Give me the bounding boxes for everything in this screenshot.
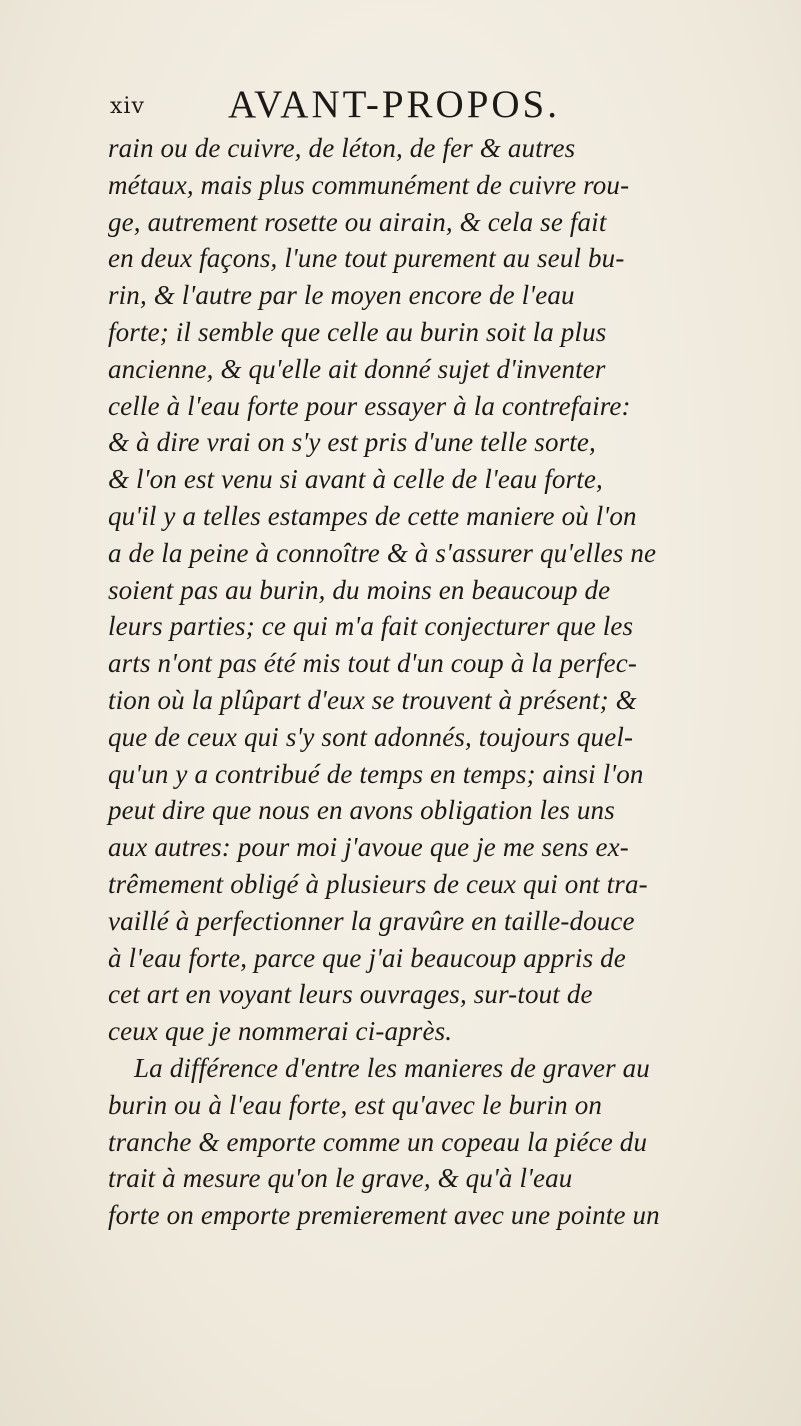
text-line: métaux, mais plus communément de cuivre rou- [108, 169, 630, 200]
text-line: rain ou de cuivre, de léton, de fer & autres [108, 133, 576, 163]
text-line: trêmement obligé à plusieurs de ceux qui ont tra- [108, 868, 648, 899]
body-text [108, 130, 768, 1234]
page-header [108, 82, 748, 128]
text-line: a de la peine à connoître & à s'assurer qu'elles ne [108, 537, 657, 568]
text-line: qu'un y a contribué de temps en temps; ainsi l'on [108, 758, 644, 789]
text-line: leurs parties; ce qui m'a fait conjecturer que les [108, 611, 634, 642]
text-line: arts n'ont pas été mis tout d'un coup à la perfec- [108, 648, 637, 679]
text-line: en deux façons, l'une tout purement au seul bu- [108, 243, 625, 274]
text-line: & à dire vrai on s'y est pris d'une telle sorte, [108, 427, 596, 458]
text-line: burin ou à l'eau forte, est qu'avec le burin on [108, 1089, 603, 1120]
text-line: rin, & l'autre par le moyen encore de l'eau [108, 280, 575, 311]
text-line: trait à mesure qu'on le grave, & qu'à l'eau [108, 1163, 573, 1194]
text-line: vaillé à perfectionner la gravûre en taille-douce [108, 905, 635, 936]
text-line: qu'il y a telles estampes de cette maniere où l'on [108, 500, 637, 531]
running-title: AVANT-PROPOS. [228, 83, 560, 126]
text-line: celle à l'eau forte pour essayer à la contrefaire: [108, 390, 631, 421]
text-line: forte; il semble que celle au burin soit la plus [108, 316, 607, 347]
text-line: soient pas au burin, du moins en beaucoup de [108, 574, 611, 605]
text-line: ceux que je nommerai ci-après. [108, 1016, 453, 1047]
page-number: xiv [110, 94, 145, 119]
text-line: ge, autrement rosette ou airain, & cela se fait [108, 206, 607, 237]
text-line: à l'eau forte, parce que j'ai beaucoup appris de [108, 942, 626, 973]
text-line: peut dire que nous en avons obligation les uns [108, 795, 615, 826]
text-line: ancienne, & qu'elle ait donné sujet d'inventer [108, 353, 606, 384]
text-line: que de ceux qui s'y sont adonnés, toujours quel- [108, 721, 634, 752]
text-line: tranche & emporte comme un copeau la piéce du [108, 1126, 648, 1157]
text-line: tion où la plûpart d'eux se trouvent à présent; & [108, 684, 637, 715]
text-line: forte on emporte premierement avec une pointe un [108, 1200, 660, 1231]
text-line: cet art en voyant leurs ouvrages, sur-tout de [108, 979, 593, 1010]
text-line: & l'on est venu si avant à celle de l'eau forte, [108, 464, 603, 495]
text-line: aux autres: pour moi j'avoue que je me sens ex- [108, 832, 629, 863]
paragraph-start-line: La différence d'entre les manieres de graver au [134, 1052, 650, 1083]
